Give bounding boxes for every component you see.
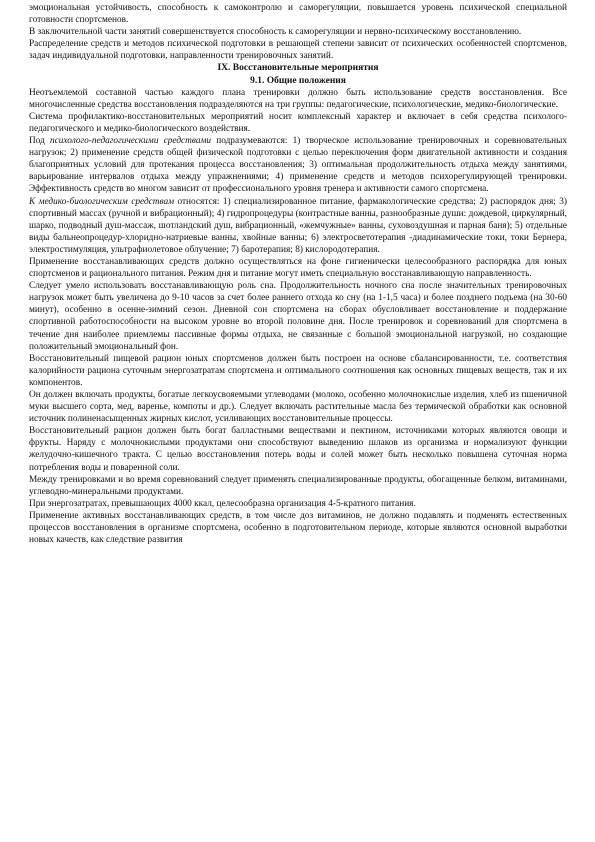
paragraph: При энергозатратах, превышающих 4000 ккал, целесообразна организация 4-5-кратного питания.: [29, 498, 416, 509]
paragraph: Неотъемлемой составной частью каждого плана тренировки должно быть использование средств восстановления. Все многочисленные средства восстановления подразделяются на три группы: педагогические, психологические, медико-биологические.: [29, 87, 567, 110]
paragraph-medbio-means: [29, 196, 567, 256]
paragraph: Между тренировками и во время соревнований следует применять специализированные продукты, обогащенные белком, витаминами, углеводно-минеральными продуктами.: [29, 474, 567, 497]
term-medbio-means: К медико-биологическим средствам: [29, 196, 175, 207]
paragraph: Восстановительный пищевой рацион юных спортсменов должен быть построен на основе сбалансированности, т.е. соответствия калорийности рациона суточным энергозатратам спортсмена и оптимального соотношения как основных пищевых веществ, так и их компонентов.: [29, 353, 567, 388]
paragraph: Он должен включать продукты, богатые легкоусвояемыми углеводами (молоко, особенно молочнокислые изделия, хлеб из пшеничной муки высшего сорта, мед, варенье, компоты и др.). Следует включать растительные масла без термической обработки как основной источник полиненасыщенных жирных кислот, усиливающих восстановительные процессы.: [29, 390, 567, 425]
paragraph-psych-means: [29, 135, 567, 195]
paragraph: Система профилактико-восстановительных мероприятий носит комплексный характер и включает в себя средства психолого-педагогического и медико-биологического воздействия.: [29, 111, 567, 134]
paragraph: эмоциональная устойчивость, способность к самоконтролю и саморегуляции, повышается уровень психической специальной готовности спортсменов.: [29, 3, 567, 26]
paragraph-lead: Под: [29, 136, 50, 147]
paragraph: Применение восстанавливающих средств должно осуществляться на фоне гигиенически целесообразного распорядка для юных спортсменов и рационального питания. Режим дня и питание могут иметь специальную восстанавливающую направленность.: [29, 256, 567, 280]
paragraph-text: относятся: 1) специализированное питание, фармакологические средства; 2) распорядок дня; 3) спортивный массах (ручной и вибрационный); 4) гидропроцедуры (контрастные ванны, разнообразные души: дождевой, циркулярный, шарко, подводный душ-массаж, шотландский душ, вибрационный, «жемчужные» ванны, суховоздушная и парная баня); 5) отдельные виды бальнеопроцедур-хлоридно-натриевые ванны, хвойные ванны; 6) электросветотерапия -диадинамические токи, токи Бернера, электростимуляция, ультрафиолетовое облучение; 7) баротерапия; 8) кислородотерапия.: [29, 196, 567, 255]
paragraph: В заключительной части занятий совершенствуется способность к саморегуляции и нервно-психическому восстановлению.: [29, 27, 522, 38]
paragraph: Следует умело использовать восстанавливающую роль сна. Продолжительность ночного сна после значительных тренировочных нагрузок может быть увеличена до 9-10 часов за счет более раннего отхода ко сну (на 1-1,5 часа) и более позднего подъема (на 30-60 минут), особенно в осенне-зимний сезон. Дневной сон спортсмена на сборах обусловливает восстановление и поддержание спортивной работоспособности на высоком уровне во второй половине дня. После тренировок и соревнований для спортсмена в течение дня наиболее приемлемы пассивные формы отдыха, не связанные с большой эмоциональной нагрузкой, но создающие положительный эмоциональный фон.: [29, 281, 567, 352]
paragraph: Распределение средств и методов психической подготовки в решающей степени зависит от психических особенностей спортсменов, задач индивидуальной подготовки, направленности тренировочных занятий.: [29, 39, 567, 62]
paragraph-text: подразумеваются: 1) творческое использование тренировочных и соревновательных нагрузок; 2) применение средств общей физической подготовки с целью переключения форм двигательной активности и создания благоприятных условий для протекания процесса восстановления; 3) оптимальная продолжительность отдыха между занятиями, варьирование интервалов отдыха между упражнениями; 4) применение средств и методов психорегулирующей тренировки. Эффективность средств во многом зависит от профессионального уровня тренера и активности самого спортсмена.: [29, 136, 567, 195]
section-title: IX. Восстановительные мероприятия: [217, 63, 379, 74]
paragraph: Восстановительный рацион должен быть богат балластными веществами и пектином, источниками которых являются овощи и фрукты. Наряду с молочнокислыми продуктами они способствуют выведению шлаков из организма и нормализуют функции желудочно-кишечного тракта. С целью восстановления потерь воды и солей может быть несколько повышена суточная норма потребления воды и поваренной соли.: [29, 426, 567, 473]
subsection-title: 9.1. Общие положения: [250, 75, 346, 86]
paragraph: Применение активных восстанавливающих средств, в том числе доз витаминов, не должно подавлять и подменять естественных процессов восстановления в организме спортсмена, особенно в подготовительном периоде, которые являются основной выработки новых качеств, как следствие развития: [29, 510, 567, 546]
term-psych-means: психолого-педагогическими средствами: [49, 136, 212, 147]
